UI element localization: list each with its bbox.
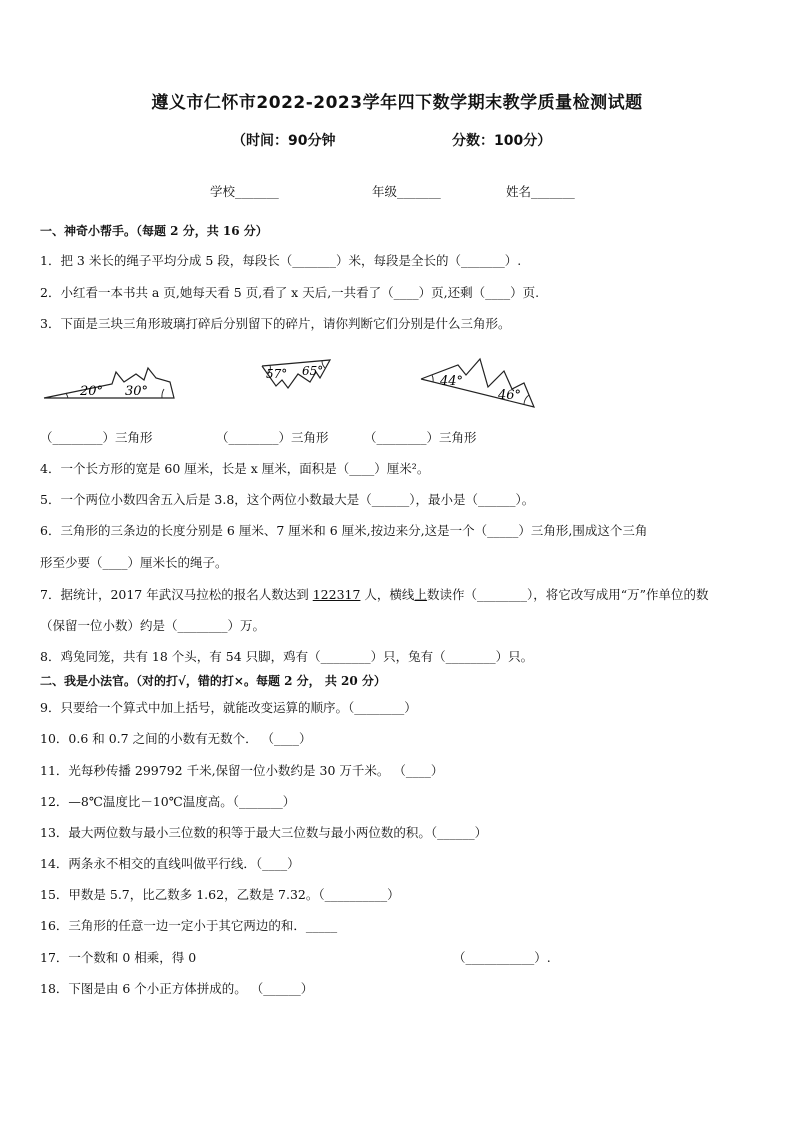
question-9: 9．只要给一个算式中加上括号，就能改变运算的顺序。（________）: [40, 700, 417, 715]
q7-prefix: 7．据统计，2017 年武汉马拉松的报名人数达到: [40, 587, 313, 602]
page-title: 遵义市仁怀市2022-2023学年四下数学期末教学质量检测试题: [151, 93, 643, 113]
question-7-line-1: [40, 585, 708, 603]
angle-label-65: 65°: [302, 364, 324, 378]
triangle-answer-1: （________）三角形: [40, 430, 153, 445]
angle-label-46: 46°: [498, 388, 522, 403]
question-18: 18．下图是由 6 个小正方体拼成的。 （______）: [40, 981, 314, 996]
triangle-fragment-3: [418, 355, 538, 411]
q7-middle: 人，横线: [360, 587, 415, 602]
question-8: 8．鸡兔同笼，共有 18 个头，有 54 只脚，鸡有（________）只，兔有（________）只。: [40, 649, 534, 664]
section-1-heading: 一、神奇小帮手。（每题 2 分，共 16 分）: [40, 224, 268, 238]
question-3: 3．下面是三块三角形玻璃打碎后分别留下的碎片，请你判断它们分别是什么三角形。: [40, 316, 511, 331]
triangle-fragment-2: [258, 358, 338, 398]
angle-label-20: 20°: [80, 384, 104, 399]
question-5: 5．一个两位小数四舍五入后是 3.8，这个两位小数最大是（______），最小是（______）。: [40, 492, 535, 507]
question-6-line-1: 6．三角形的三条边的长度分别是 6 厘米、7 厘米和 6 厘米,按边来分,这是一个（_____）三角形,围成这个三角: [40, 523, 648, 538]
question-14: 14．两条永不相交的直线叫做平行线．（____）: [40, 856, 300, 871]
q7-number: 122317: [312, 587, 361, 602]
angle-label-57: 57°: [266, 367, 288, 381]
question-11: 11．光每秒传播 299792 千米,保留一位小数约是 30 万千米。 （____）: [40, 763, 444, 778]
question-16: 16．三角形的任意一边一定小于其它两边的和．_____: [40, 918, 338, 933]
question-15: 15．甲数是 5.7，比乙数多 1.62，乙数是 7.32。（__________）: [40, 887, 400, 902]
triangle-fragment-1: [40, 358, 180, 404]
triangle-answer-2: （________）三角形: [216, 430, 329, 445]
section-2-heading: 二、我是小法官。（对的打√，错的打×。每题 2 分， 共 20 分）: [40, 674, 386, 688]
question-12: 12．—8℃温度比－10℃温度高。（_______）: [40, 794, 296, 809]
question-13: 13．最大两位数与最小三位数的积等于最大三位数与最小两位数的积。（______）: [40, 825, 488, 840]
triangle-answer-3: （________）三角形: [364, 430, 477, 445]
q7-underlined: 上: [414, 587, 427, 602]
exam-score: 分数：100分）: [452, 133, 552, 149]
question-17: 17．一个数和 0 相乘，得 0: [40, 950, 197, 965]
exam-time: （时间：90分钟: [232, 133, 336, 149]
grade-field: 年级_______: [372, 184, 441, 199]
question-2: 2．小红看一本书共 a 页,她每天看 5 页,看了 x 天后,一共看了（____）页,还剩（____）页.: [40, 285, 540, 300]
angle-label-44: 44°: [440, 374, 464, 389]
question-7-line-2: （保留一位小数）约是（________）万。: [40, 618, 266, 633]
angle-label-30: 30°: [125, 384, 149, 399]
question-6-line-2: 形至少要（____）厘米长的绳子。: [40, 555, 228, 570]
q7-suffix: 数读作（________），将它改写成用“万”作单位的数: [426, 587, 709, 602]
name-field: 姓名_______: [506, 184, 575, 199]
question-10: 10．0.6 和 0.7 之间的小数有无数个． （____）: [40, 731, 312, 746]
school-field: 学校_______: [210, 184, 279, 199]
question-17-answer: （___________）.: [453, 950, 551, 965]
question-1: 1．把 3 米长的绳子平均分成 5 段，每段长（_______）米，每段是全长的（_______）.: [40, 253, 522, 268]
question-4: 4．一个长方形的宽是 60 厘米，长是 x 厘米，面积是（____）厘米²。: [40, 461, 430, 476]
